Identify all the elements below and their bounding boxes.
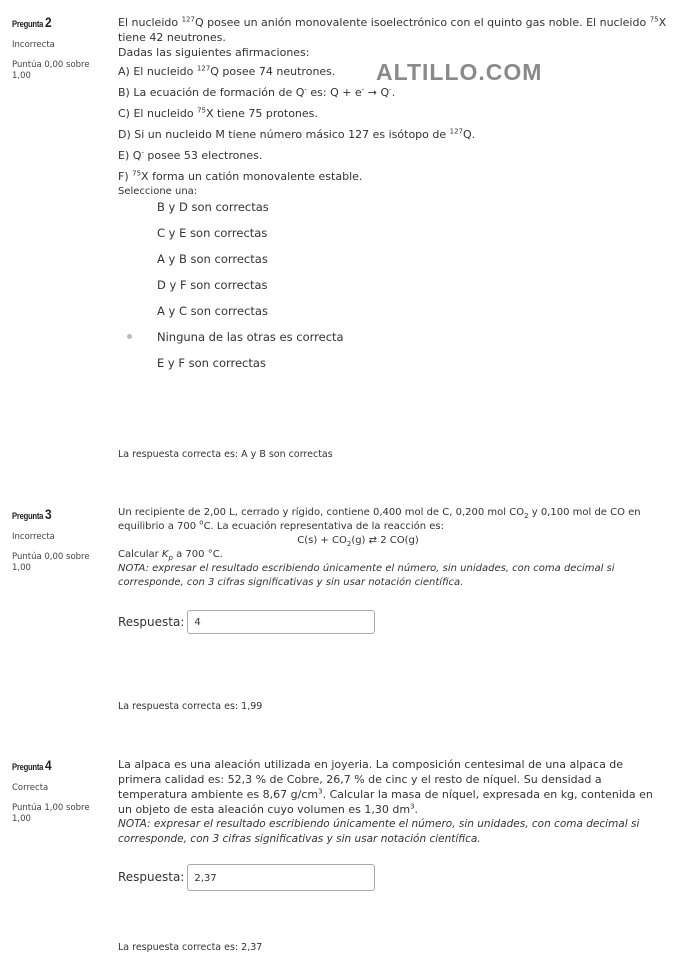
question-state: Incorrecta: [12, 39, 55, 50]
statement-c: C) El nucleido $^{75}$X tiene 75 protones.: [118, 106, 318, 120]
question-grade: Puntúa 0,00 sobre 1,00: [12, 60, 90, 81]
answer-row: [118, 864, 663, 891]
option-a-c[interactable]: A y C son correctas: [118, 303, 678, 329]
question-grade: Puntúa 0,00 sobre 1,00: [12, 552, 90, 573]
answer-input[interactable]: 2,37: [187, 864, 375, 891]
question-number: Pregunta 4: [12, 757, 52, 773]
question-grade: Puntúa 1,00 sobre 1,00: [12, 803, 90, 824]
right-answer: La respuesta correcta es: A y B son correctas: [118, 449, 333, 460]
radio-selected-icon[interactable]: [127, 334, 132, 339]
radio-icon[interactable]: [127, 308, 132, 313]
option-b-d[interactable]: B y D son correctas: [118, 199, 678, 225]
question-number: Pregunta 2: [12, 14, 52, 30]
option-e-f[interactable]: E y F son correctas: [118, 355, 678, 381]
question-text: La alpaca es una aleación utilizada en joyeria. La composición centesimal de una alpaca de primera calidad es: 52,3 % de Cobre, 26,7 % de cinc y el resto de níquel. Su densidad a temperatura ambiente es 8,67 $g/cm^3$. Calcular la masa de níquel, expresada en kg, contenida en un objeto de esta aleación cuyo volumen es 1,30 $dm^3$. NOTA: expresar el resultado escribiendo únicamente el número, sin unidades, con coma decimal si corresponde, con 3 cifras significativas y sin usar notación científica. Respuesta: 2,37: [118, 757, 663, 891]
statement-a: A) El nucleido $^{127}$Q posee 74 neutrones.: [118, 64, 336, 78]
statement-b: B) La ecuación de formación de Q- es: Q + e- → Q-.: [118, 85, 396, 99]
question-state: Incorrecta: [12, 531, 55, 542]
answer-label: Respuesta:: [118, 615, 185, 629]
note-text: NOTA: expresar el resultado escribiendo únicamente el número, sin unidades, con coma decimal si corresponde, con 3 cifras significativas y sin usar notación científica.: [118, 818, 640, 845]
question-number: Pregunta 3: [12, 506, 52, 522]
option-a-b[interactable]: A y B son correctas: [118, 251, 678, 277]
answer-options: [118, 199, 678, 381]
radio-icon[interactable]: [127, 282, 132, 287]
radio-icon[interactable]: [127, 256, 132, 261]
statement-e: E) Q- posee 53 electrones.: [118, 148, 263, 162]
select-prompt: Seleccione una:: [118, 186, 198, 197]
question-state: Correcta: [12, 782, 49, 793]
option-ninguna[interactable]: Ninguna de las otras es correcta: [118, 329, 678, 355]
answer-row: [118, 610, 678, 634]
option-d-f[interactable]: D y F son correctas: [118, 277, 678, 303]
right-answer: La respuesta correcta es: 2,37: [118, 942, 263, 953]
reaction-equation: $C(s) + CO_2(g)$ ⇄ 2 CO(g): [297, 535, 419, 548]
watermark: ALTILLO.COM: [376, 59, 543, 85]
note-text: NOTA: expresar el resultado escribiendo únicamente el número, sin unidades, con coma decimal si corresponde, con 3 cifras significativas y sin usar notación científica.: [118, 563, 615, 588]
radio-icon[interactable]: [127, 360, 132, 365]
question-text: Un recipiente de 2,00 L, cerrado y rígido, contiene 0,400 mol de C, 0,200 mol $CO_2$ y 0,100 mol de CO en equilibrio a 700 $^o$C. La ecuación representativa de la reacción es: $C(s) + CO_2(g)$ ⇄ 2 CO(g) Calcular $K_p$ a 700 °C. NOTA: expresar el resultado escribiendo únicamente el número, sin unidades, con coma decimal si corresponde, con 3 cifras significativas y sin usar notación científica. Respuesta: 4: [118, 506, 678, 634]
radio-icon[interactable]: [127, 230, 132, 235]
question-text: El nucleido $^{127}$Q posee un anión monovalente isoelectrónico con el quinto gas noble. El nucleido $^{75}$X tiene 42 neutrones. Dadas las siguientes afirmaciones: A) El nucleido $^{127}$Q posee 74 neutrones. B) La ecuación de formación de Q- es: Q + e- → Q-. C) El nucleido $^{75}$X tiene 75 protones. D) Si un nucleido M tiene número másico 127 es isótopo de $^{127}$Q. E) Q- posee 53 electrones. F) $^{75}$X forma un catión monovalente estable. Seleccione una: B y D son correctas C y E son correctas A y B son correctas D y F son correctas A y C son correctas Ninguna de las otras es correcta E y F son correctas: [118, 15, 678, 381]
question-info: [12, 757, 107, 824]
right-answer: La respuesta correcta es: 1,99: [118, 701, 263, 712]
option-c-e[interactable]: C y E son correctas: [118, 225, 678, 251]
answer-label: Respuesta:: [118, 870, 185, 884]
radio-icon[interactable]: [127, 204, 132, 209]
statement-d: D) Si un nucleido M tiene número másico 127 es isótopo de $^{127}$Q.: [118, 127, 476, 141]
answer-input[interactable]: 4: [187, 610, 375, 634]
question-info: [12, 506, 107, 573]
statement-f: F) $^{75}$X forma un catión monovalente estable.: [118, 169, 363, 183]
question-info: [12, 14, 107, 81]
